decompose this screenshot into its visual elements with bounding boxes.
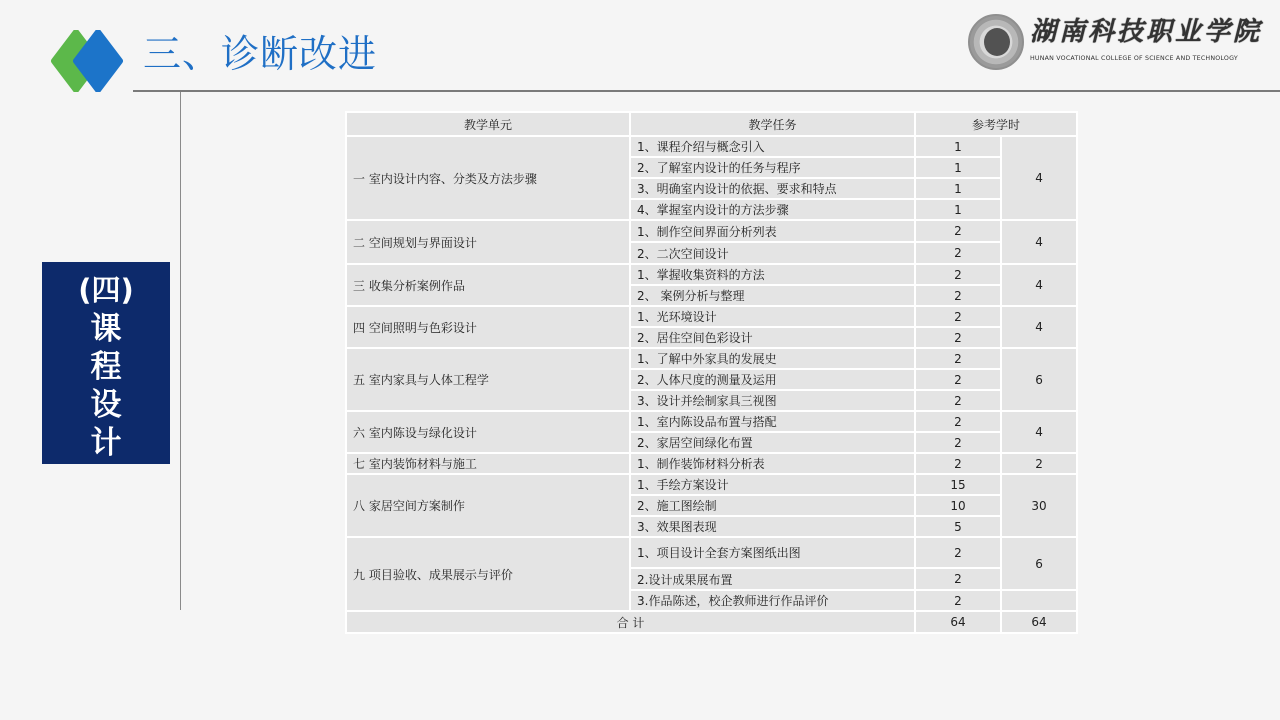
- unit-name: 三 收集分析案例作品: [346, 264, 630, 306]
- unit-total-hours: 4: [1001, 264, 1077, 306]
- task-name: 1、课程介绍与概念引入: [630, 136, 915, 157]
- task-hours: 2: [915, 432, 1001, 453]
- unit-name: 八 家居空间方案制作: [346, 474, 630, 537]
- unit-name: 二 空间规划与界面设计: [346, 220, 630, 264]
- task-hours: 5: [915, 516, 1001, 537]
- task-hours: 2: [915, 264, 1001, 285]
- task-hours: 1: [915, 136, 1001, 157]
- table-row: [346, 136, 1077, 157]
- course-schedule-table: [345, 111, 1078, 634]
- task-name: 2、人体尺度的测量及运用: [630, 369, 915, 390]
- table-row: [346, 537, 1077, 568]
- table-header-row: [346, 112, 1077, 136]
- section-char: 设: [90, 387, 122, 423]
- unit-name: 一 室内设计内容、分类及方法步骤: [346, 136, 630, 220]
- school-name-en: HUNAN VOCATIONAL COLLEGE OF SCIENCE AND TECHNOLOGY: [1030, 55, 1238, 62]
- task-hours: 15: [915, 474, 1001, 495]
- page-title: 三、诊断改进: [143, 32, 378, 76]
- section-char: 计: [90, 425, 122, 461]
- task-hours: 1: [915, 157, 1001, 178]
- unit-total-hours: 6: [1001, 537, 1077, 590]
- task-name: 1、光环境设计: [630, 306, 915, 327]
- unit-total-hours: 4: [1001, 220, 1077, 264]
- task-name: 4、掌握室内设计的方法步骤: [630, 199, 915, 220]
- task-name: 1、手绘方案设计: [630, 474, 915, 495]
- task-hours: 2: [915, 537, 1001, 568]
- table-row: [346, 264, 1077, 285]
- task-name: 2.设计成果展布置: [630, 568, 915, 590]
- unit-name: 七 室内装饰材料与施工: [346, 453, 630, 474]
- section-char: 课: [90, 311, 122, 347]
- column-header: 教学单元: [346, 112, 630, 136]
- sidebar-divider: [180, 92, 181, 610]
- task-name: 3、效果图表现: [630, 516, 915, 537]
- table-row: [346, 411, 1077, 432]
- task-hours: 1: [915, 178, 1001, 199]
- section-char: 程: [90, 349, 122, 385]
- task-name: 1、掌握收集资料的方法: [630, 264, 915, 285]
- task-hours: 10: [915, 495, 1001, 516]
- unit-total-hours: 4: [1001, 306, 1077, 348]
- task-name: 1、制作装饰材料分析表: [630, 453, 915, 474]
- task-hours: 2: [915, 242, 1001, 264]
- header-divider: [133, 90, 1280, 92]
- unit-total-hours: 2: [1001, 453, 1077, 474]
- unit-total-hours: 6: [1001, 348, 1077, 411]
- task-name: 2、居住空间色彩设计: [630, 327, 915, 348]
- table-row: [346, 306, 1077, 327]
- school-name-cn: 湖南科技职业学院: [1030, 17, 1263, 47]
- task-name: 2、 案例分析与整理: [630, 285, 915, 306]
- task-hours: 2: [915, 327, 1001, 348]
- unit-name: 九 项目验收、成果展示与评价: [346, 537, 630, 611]
- school-seal-icon: [968, 14, 1024, 70]
- section-number: (四): [78, 273, 134, 307]
- task-name: 1、了解中外家具的发展史: [630, 348, 915, 369]
- task-name: 1、室内陈设品布置与搭配: [630, 411, 915, 432]
- task-name: 1、制作空间界面分析列表: [630, 220, 915, 242]
- task-name: 3、设计并绘制家具三视图: [630, 390, 915, 411]
- unit-total-hours: 30: [1001, 474, 1077, 537]
- table-row: [346, 348, 1077, 369]
- unit-total-hours: 4: [1001, 411, 1077, 453]
- task-hours: 2: [915, 453, 1001, 474]
- task-hours: 2: [915, 369, 1001, 390]
- diamond-logo-icon: [48, 30, 128, 92]
- unit-name: 五 室内家具与人体工程学: [346, 348, 630, 411]
- table-row: [346, 220, 1077, 242]
- total-label: 合 计: [346, 611, 915, 633]
- total-sum: 64: [1001, 611, 1077, 633]
- task-name: 2、了解室内设计的任务与程序: [630, 157, 915, 178]
- task-name: 3、明确室内设计的依据、要求和特点: [630, 178, 915, 199]
- section-label: [42, 262, 170, 464]
- column-header: 教学任务: [630, 112, 915, 136]
- task-name: 3.作品陈述，校企教师进行作品评价: [630, 590, 915, 611]
- task-hours: 2: [915, 306, 1001, 327]
- unit-total-hours: 4: [1001, 136, 1077, 220]
- task-name: 2、家居空间绿化布置: [630, 432, 915, 453]
- column-header: 参考学时: [915, 112, 1077, 136]
- table-row: [346, 453, 1077, 474]
- task-hours: 1: [915, 199, 1001, 220]
- task-name: 2、二次空间设计: [630, 242, 915, 264]
- task-hours: 2: [915, 411, 1001, 432]
- task-name: 1、项目设计全套方案图纸出图: [630, 537, 915, 568]
- task-name: 2、施工图绘制: [630, 495, 915, 516]
- unit-name: 六 室内陈设与绿化设计: [346, 411, 630, 453]
- task-hours: 2: [915, 390, 1001, 411]
- task-hours: 2: [915, 568, 1001, 590]
- total-hours: 64: [915, 611, 1001, 633]
- task-hours: 2: [915, 590, 1001, 611]
- task-hours: 2: [915, 220, 1001, 242]
- unit-name: 四 空间照明与色彩设计: [346, 306, 630, 348]
- task-hours: 2: [915, 285, 1001, 306]
- table-row: [346, 474, 1077, 495]
- task-hours: 2: [915, 348, 1001, 369]
- table-total-row: [346, 611, 1077, 633]
- school-logo: [964, 12, 1264, 76]
- empty-cell: [1001, 590, 1077, 611]
